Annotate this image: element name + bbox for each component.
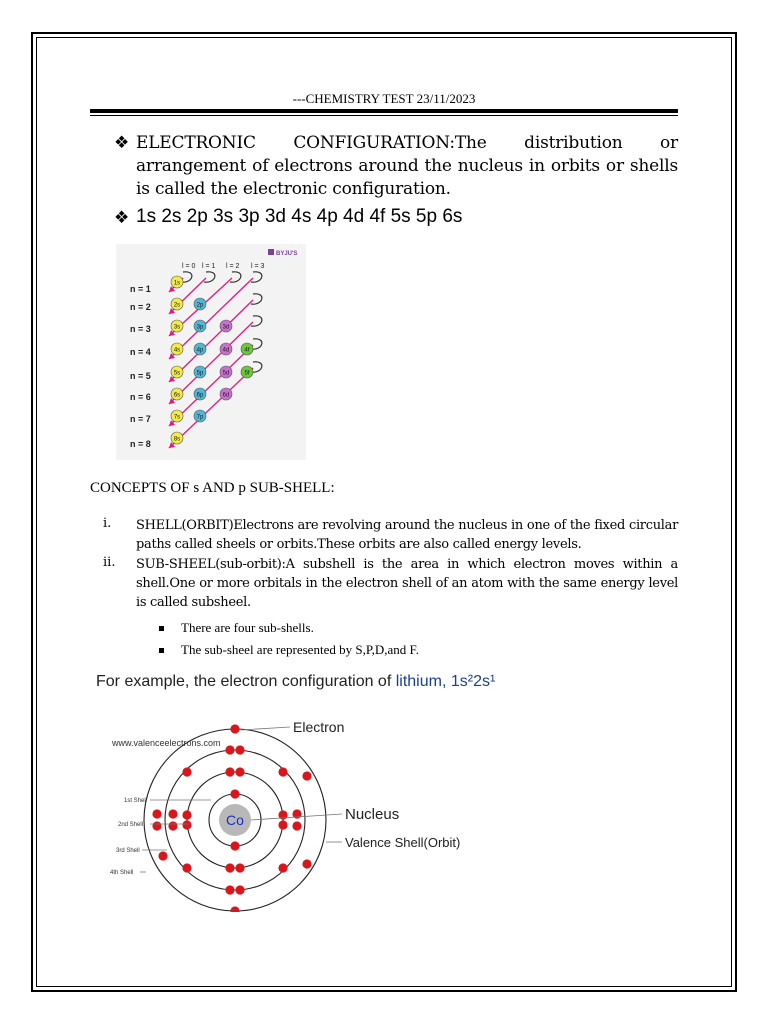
electron-dot — [235, 745, 244, 754]
orbital-label: 3p — [196, 324, 204, 331]
electron-dot — [230, 724, 239, 733]
diagram-watermark: BYJU'S — [276, 251, 298, 257]
electron-dot — [230, 789, 239, 798]
electron-dot — [235, 863, 244, 872]
orbital-label: 5p — [196, 370, 204, 377]
electron-dot — [225, 767, 234, 776]
n-label: n = 7 — [130, 414, 151, 424]
electron-dot — [182, 767, 191, 776]
electron-dot — [168, 809, 177, 818]
diamond-bullet-icon: ❖ — [114, 208, 130, 227]
orbital-label: 3s — [173, 324, 181, 331]
definition-paragraph: ELECTRONIC CONFIGURATION:The distribution or arrangement of electrons around the nucleus in orbits or shells is called the electronic configuration. — [136, 133, 678, 199]
electron-dot — [278, 767, 287, 776]
nucleus-label: Co — [226, 812, 244, 828]
electron-dot — [182, 820, 191, 829]
shell-label: 2nd Shell — [118, 822, 144, 828]
l-label: l = 2 — [226, 263, 240, 270]
valence-callout: Valence Shell(Orbit) — [345, 835, 461, 850]
orbital-label: 6p — [196, 392, 204, 399]
electron-dot — [182, 810, 191, 819]
orbital-label: 5s — [173, 370, 181, 377]
n-label: n = 3 — [130, 324, 151, 334]
electron-dot — [278, 820, 287, 829]
orbital-label: 2p — [196, 302, 204, 309]
orbital-order-line: 1s 2s 2p 3s 3p 3d 4s 4p 4d 4f 5s 5p 6s — [136, 206, 463, 227]
sub-list-item: There are four sub-shells. — [181, 620, 314, 635]
electron-dot — [158, 851, 167, 860]
header-rule-thin — [90, 115, 678, 116]
electron-dot — [168, 821, 177, 830]
orbital-label: 7s — [173, 414, 181, 421]
electron-dot — [278, 863, 287, 872]
orbital-label: 3d — [222, 324, 230, 331]
orbital-label: 8s — [173, 436, 181, 443]
example-config: , 1s²2s¹ — [441, 673, 496, 690]
l-label: l = 3 — [251, 263, 265, 270]
nucleus-callout: Nucleus — [345, 806, 400, 823]
electron-dot — [182, 863, 191, 872]
lithium-example — [96, 673, 495, 691]
electron-dot — [225, 885, 234, 894]
list-marker: i. — [103, 516, 112, 531]
electron-dot — [230, 841, 239, 850]
page-header: ---CHEMISTRY TEST 23/11/2023 — [292, 91, 476, 106]
n-label: n = 1 — [130, 284, 151, 294]
electron-dot — [302, 771, 311, 780]
shell-definition: SHELL(ORBIT)Electrons are revolving around the nucleus in one of the fixed circular paths called sheels or orbits.These orbits are also called energy levels. — [136, 518, 678, 552]
callout-line — [241, 727, 290, 730]
sub-list-item: The sub-sheel are represented by S,P,D,and F. — [181, 642, 419, 657]
orbital-label: 4f — [244, 347, 250, 354]
shell-label: 4th Shell — [110, 870, 134, 876]
atom-watermark: www.valenceelectrons.com — [112, 738, 221, 748]
byjus-logo-icon — [268, 249, 274, 255]
electron-dot — [230, 906, 239, 912]
list-marker: ii. — [103, 555, 116, 570]
n-label: n = 2 — [130, 302, 151, 312]
electron-dot — [152, 809, 161, 818]
orbital-label: 4p — [196, 347, 204, 354]
shell-label: 1st Shell — [124, 798, 148, 804]
l-label: l = 1 — [202, 263, 216, 270]
electron-dot — [152, 821, 161, 830]
example-prefix: For example, the electron configuration of — [96, 673, 396, 690]
l-label: l = 0 — [182, 263, 196, 270]
electron-dot — [292, 821, 301, 830]
square-bullet-icon — [159, 626, 164, 631]
square-bullet-icon — [159, 648, 164, 653]
orbital-label: 7p — [196, 414, 204, 421]
orbital-label: 4s — [173, 347, 181, 354]
orbital-label: 2s — [173, 302, 181, 309]
orbital-label: 5d — [222, 370, 230, 377]
electron-dot — [235, 885, 244, 894]
orbital-label: 4d — [222, 347, 230, 354]
header-rule-thick — [90, 109, 678, 113]
example-element: lithium — [395, 673, 442, 690]
orbital-label: 1s — [173, 280, 181, 287]
orbital-label: 5f — [244, 370, 250, 377]
diamond-bullet-icon: ❖ — [114, 133, 130, 152]
orbital-label: 6d — [222, 392, 230, 399]
n-label: n = 6 — [130, 392, 151, 402]
atom-shell-diagram — [110, 712, 470, 912]
shell-label: 3rd Shell — [116, 848, 140, 854]
concepts-heading: CONCEPTS OF s AND p SUB-SHELL: — [90, 480, 335, 496]
electron-dot — [225, 745, 234, 754]
n-label: n = 4 — [130, 347, 151, 357]
electron-callout: Electron — [293, 719, 345, 735]
electron-dot — [235, 767, 244, 776]
electron-dot — [302, 859, 311, 868]
orbital-label: 6s — [173, 392, 181, 399]
n-label: n = 5 — [130, 371, 151, 381]
n-label: n = 8 — [130, 439, 151, 449]
electron-dot — [225, 863, 234, 872]
aufbau-diagram — [116, 244, 306, 460]
subshell-definition: SUB-SHEEL(sub-orbit):A subshell is the area in which electron moves within a shell.One or more orbitals in the electron shell of an atom with the same energy level is called subsheel. — [136, 557, 678, 610]
